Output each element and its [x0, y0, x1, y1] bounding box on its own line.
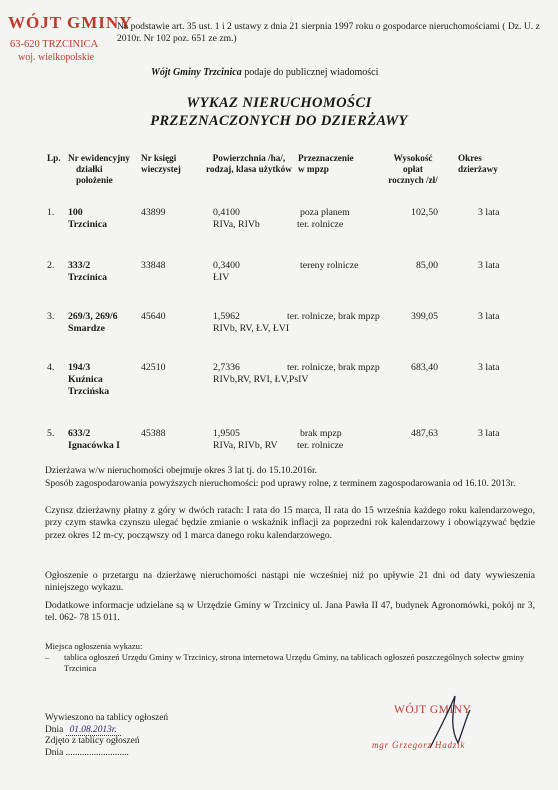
row-plot-number: 633/2 — [68, 428, 91, 439]
land-use-text: Sposób zagospodarowania powyższych nieruchomości: pod uprawy rolne, z terminem zagospodarowania od 16.10. 2013r. — [45, 478, 516, 489]
header-fee-line3: rocznych /zł/ — [388, 175, 438, 185]
row-plot-number: 100 — [68, 207, 83, 218]
announcement-subject: Wójt Gminy Trzcinica — [151, 67, 242, 78]
tender-notice-text: Ogłoszenie o przetargu na dzierżawę nieruchomości nastąpi nie wcześniej niż po upływie 21 dni od daty wywieszenia niniejszego wykazu. — [45, 570, 535, 594]
stamp-title: WÓJT GMINY — [8, 13, 133, 32]
row-annual-fee: 487,63 — [411, 428, 438, 439]
header-fee-line2: opłat — [403, 164, 423, 174]
signature-name: mgr Grzegorz Hadzik — [372, 740, 466, 750]
header-plot-number-line2: działki — [76, 164, 103, 174]
header-land-register-line2: wieczystej — [141, 164, 181, 174]
row-purpose: tereny rolnicze — [300, 260, 359, 271]
row-land-register: 45388 — [141, 428, 166, 439]
header-lp: Lp. — [47, 153, 61, 163]
row-area: 0,3400 — [213, 260, 240, 271]
row-land-register: 43899 — [141, 207, 166, 218]
row-lease-term: 3 lata — [478, 311, 500, 322]
removed-date: Dnia ........................... — [45, 747, 129, 758]
legal-basis: Na podstawie art. 35 ust. 1 i 2 ustawy z dnia 21 sierpnia 1997 roku o gospodarce nieruchomościami ( Dz. U. z 2010r. Nr 102 poz. 651 ze zm.) — [117, 21, 540, 44]
row-land-register: 33848 — [141, 260, 166, 271]
row-land-register: 45640 — [141, 311, 166, 322]
row-purpose: poza planem — [300, 207, 350, 218]
places-heading: Miejsca ogłoszenia wykazu: — [45, 641, 143, 651]
row-lease-term: 3 lata — [478, 428, 500, 439]
row-area: 1,5962 — [213, 311, 240, 322]
row-location: Trzcinica — [68, 219, 107, 230]
stamp-region: woj. wielkopolskie — [18, 52, 95, 63]
row-annual-fee: 102,50 — [411, 207, 438, 218]
row-land-class: RIVa, RIVb — [213, 219, 260, 230]
document-title-line1: WYKAZ NIERUCHOMOŚCI — [186, 95, 372, 111]
row-land-class: RIVb,RV, RVI, ŁV,PsIV — [213, 374, 309, 385]
row-purpose: ter. rolnicze, brak mpzp — [287, 311, 380, 322]
row-purpose: ter. rolnicze, brak mpzp — [287, 362, 380, 373]
row-area: 2,7336 — [213, 362, 240, 373]
row-lp: 2. — [47, 260, 55, 271]
header-term-line2: dzierżawy — [458, 164, 498, 174]
row-purpose-line2: ter. rolnicze — [297, 219, 344, 230]
header-area-line1: Powierzchnia /ha/, — [212, 153, 286, 163]
document-title-line2: PRZEZNACZONYCH DO DZIERŻAWY — [150, 113, 408, 129]
header-land-register — [141, 153, 181, 175]
row-location: Trzcinica — [68, 272, 107, 283]
lease-period-text: Dzierżawa w/w nieruchomości obejmuje okres 3 lat tj. do 15.10.2016r. — [45, 465, 318, 476]
row-lp: 1. — [47, 207, 55, 218]
row-annual-fee: 683,40 — [411, 362, 438, 373]
header-term — [458, 153, 498, 175]
row-location: Kuźnica — [68, 374, 103, 385]
header-term-line1: Okres — [458, 153, 482, 163]
header-plot-number-line3: położenie — [76, 175, 113, 185]
header-purpose-line2: w mpzp — [298, 164, 329, 174]
row-purpose-line2: ter. rolnicze — [297, 440, 344, 451]
row-area: 0,4100 — [213, 207, 240, 218]
announcement-rest: podaje do publicznej wiadomości — [241, 67, 379, 78]
row-lease-term: 3 lata — [478, 260, 500, 271]
header-fee-line1: Wysokość — [393, 153, 433, 163]
signature-title: WÓJT GMINY — [394, 704, 472, 716]
header-fee — [383, 153, 443, 186]
header-area-line2: rodzaj, klasa użytków — [206, 164, 292, 174]
row-land-class: RIVb, RV, ŁV, ŁVI — [213, 323, 290, 334]
row-annual-fee: 85,00 — [415, 260, 438, 271]
row-location: Ignacówka I — [68, 440, 120, 451]
row-location-line2: Trzcińska — [68, 386, 110, 397]
row-lp: 3. — [47, 311, 55, 322]
stamp-address: 63-620 TRZCINICA — [10, 39, 99, 50]
row-location: Smardze — [68, 323, 106, 334]
row-lease-term: 3 lata — [478, 207, 500, 218]
row-plot-number: 333/2 — [68, 260, 91, 271]
row-annual-fee: 399,05 — [411, 311, 438, 322]
row-land-register: 42510 — [141, 362, 166, 373]
row-land-class: ŁIV — [213, 272, 230, 283]
posted-date-row — [45, 725, 168, 737]
posted-label: Wywieszono na tablicy ogłoszeń — [45, 713, 169, 723]
row-lp: 4. — [47, 362, 55, 373]
header-purpose-line1: Przeznaczenie — [298, 153, 354, 163]
header-purpose — [298, 153, 354, 175]
announcement — [151, 67, 551, 78]
row-area: 1,9505 — [213, 428, 240, 439]
posting-block — [45, 713, 168, 759]
places-dash: – — [45, 652, 50, 662]
rent-payment-text: Czynsz dzierżawny płatny z góry w dwóch ratach: I rata do 15 marca, II rata do 15 września każdego roku kalendarzowego, przy czym stawka czynszu ulegać będzie zmianie o wskaźnik inflacji za poprzedni rok kalendarzowy i obowiązywać będzie przez okres 12 m-cy, począwszy od 1 marca danego roku kalendarzowego. — [45, 505, 535, 541]
row-purpose: brak mpzp — [300, 428, 342, 439]
posted-date-label: Dnia — [45, 724, 64, 735]
row-plot-number: 269/3, 269/6 — [68, 311, 118, 322]
row-lp: 5. — [47, 428, 55, 439]
header-land-register-line1: Nr księgi — [141, 153, 177, 163]
header-plot-number-line1: Nr ewidencyjny — [68, 153, 130, 163]
removed-label: Zdjęto z tablicy ogłoszeń — [45, 736, 140, 747]
row-plot-number: 194/3 — [68, 362, 91, 373]
contact-info-text: Dodatkowe informacje udzielane są w Urzędzie Gminy w Trzcinicy ul. Jana Pawła II 47, budynek Agronomówki, pokój nr 3, tel. 062- 78 15 011. — [45, 600, 535, 624]
header-area — [206, 153, 292, 175]
row-land-class: RIVa, RIVb, RV — [213, 440, 278, 451]
row-lease-term: 3 lata — [478, 362, 500, 373]
posted-date-value: 01.08.2013r. — [66, 725, 121, 736]
places-item: tablica ogłoszeń Urzędu Gminy w Trzcinicy, strona internetowa Urzędu Gminy, na tablicach ogłoszeń poszczególnych sołectw gminy Trzcinica — [64, 652, 525, 673]
header-plot-number — [68, 153, 130, 186]
